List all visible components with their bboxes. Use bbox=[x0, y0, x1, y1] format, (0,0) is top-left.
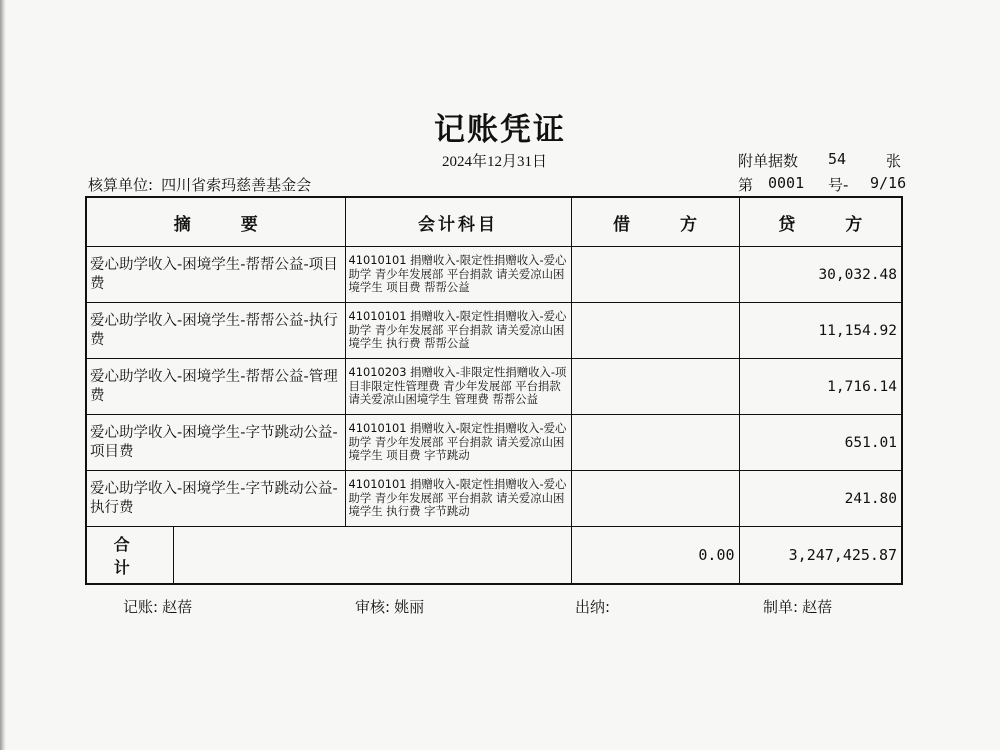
total-blank bbox=[173, 527, 571, 585]
total-credit: 3,247,425.87 bbox=[739, 527, 902, 585]
reviewer-name: 姚丽 bbox=[394, 598, 425, 616]
row-credit: 651.01 bbox=[739, 415, 902, 471]
row-account: 41010101 捐赠收入-限定性捐赠收入-爱心助学 青少年发展部 平台捐款 请关爱凉山困境学生 执行费 帮帮公益 bbox=[345, 303, 571, 359]
accounting-unit-name: 四川省索玛慈善基金会 bbox=[161, 176, 312, 194]
voucher-title: 记账凭证 bbox=[434, 112, 566, 148]
row-summary: 爱心助学收入-困境学生-帮帮公益-项目费 bbox=[86, 247, 345, 303]
table-row bbox=[86, 303, 902, 359]
row-debit bbox=[571, 303, 739, 359]
accounting-unit bbox=[88, 174, 311, 195]
voucher-di: 第 bbox=[738, 176, 754, 194]
attachments-count: 54 bbox=[828, 150, 847, 168]
header-debit: 借 方 bbox=[571, 197, 739, 247]
cashier-sign bbox=[575, 596, 614, 617]
attachments-label: 附单据数 bbox=[738, 152, 799, 170]
row-summary: 爱心助学收入-困境学生-帮帮公益-管理费 bbox=[86, 359, 345, 415]
row-credit: 241.80 bbox=[739, 471, 902, 527]
attachments-unit: 张 bbox=[886, 152, 902, 170]
total-label: 合 计 bbox=[86, 527, 173, 585]
table-row bbox=[86, 359, 902, 415]
voucher-date: 2024年12月31日 bbox=[442, 154, 548, 170]
preparer-sign bbox=[763, 596, 832, 617]
row-debit bbox=[571, 415, 739, 471]
bookkeeper-label: 记账: bbox=[123, 598, 159, 616]
voucher-page: 9/16 bbox=[870, 174, 907, 192]
row-account: 41010203 捐赠收入-非限定性捐赠收入-项目非限定性管理费 青少年发展部 平台捐款 请关爱凉山困境学生 管理费 帮帮公益 bbox=[345, 359, 571, 415]
table-row bbox=[86, 471, 902, 527]
row-summary: 爱心助学收入-困境学生-字节跳动公益-执行费 bbox=[86, 471, 345, 527]
reviewer-label: 审核: bbox=[355, 598, 391, 616]
table-header-row bbox=[86, 197, 902, 247]
accounting-unit-label: 核算单位: bbox=[88, 176, 154, 194]
row-debit bbox=[571, 359, 739, 415]
row-account: 41010101 捐赠收入-限定性捐赠收入-爱心助学 青少年发展部 平台捐款 请关爱凉山困境学生 执行费 字节跳动 bbox=[345, 471, 571, 527]
row-debit bbox=[571, 471, 739, 527]
row-debit bbox=[571, 247, 739, 303]
voucher-table bbox=[85, 196, 903, 585]
voucher-no: 0001 bbox=[768, 174, 805, 192]
preparer-label: 制单: bbox=[763, 598, 799, 616]
total-debit: 0.00 bbox=[571, 527, 739, 585]
row-summary: 爱心助学收入-困境学生-字节跳动公益-项目费 bbox=[86, 415, 345, 471]
reviewer-sign bbox=[355, 596, 424, 617]
row-account: 41010101 捐赠收入-限定性捐赠收入-爱心助学 青少年发展部 平台捐款 请关爱凉山困境学生 项目费 字节跳动 bbox=[345, 415, 571, 471]
row-credit: 11,154.92 bbox=[739, 303, 902, 359]
attachments-info bbox=[738, 150, 902, 171]
voucher-hao: 号- bbox=[828, 176, 849, 194]
header-summary: 摘 要 bbox=[86, 197, 345, 247]
preparer-name: 赵蓓 bbox=[802, 598, 833, 616]
bookkeeper-name: 赵蓓 bbox=[162, 598, 193, 616]
table-row bbox=[86, 415, 902, 471]
row-credit: 30,032.48 bbox=[739, 247, 902, 303]
header-account: 会计科目 bbox=[345, 197, 571, 247]
row-account: 41010101 捐赠收入-限定性捐赠收入-爱心助学 青少年发展部 平台捐款 请关爱凉山困境学生 项目费 帮帮公益 bbox=[345, 247, 571, 303]
header-credit: 贷 方 bbox=[739, 197, 902, 247]
bookkeeper-sign bbox=[123, 596, 192, 617]
row-summary: 爱心助学收入-困境学生-帮帮公益-执行费 bbox=[86, 303, 345, 359]
cashier-label: 出纳: bbox=[575, 598, 611, 616]
total-row bbox=[86, 527, 902, 585]
row-credit: 1,716.14 bbox=[739, 359, 902, 415]
table-row bbox=[86, 247, 902, 303]
